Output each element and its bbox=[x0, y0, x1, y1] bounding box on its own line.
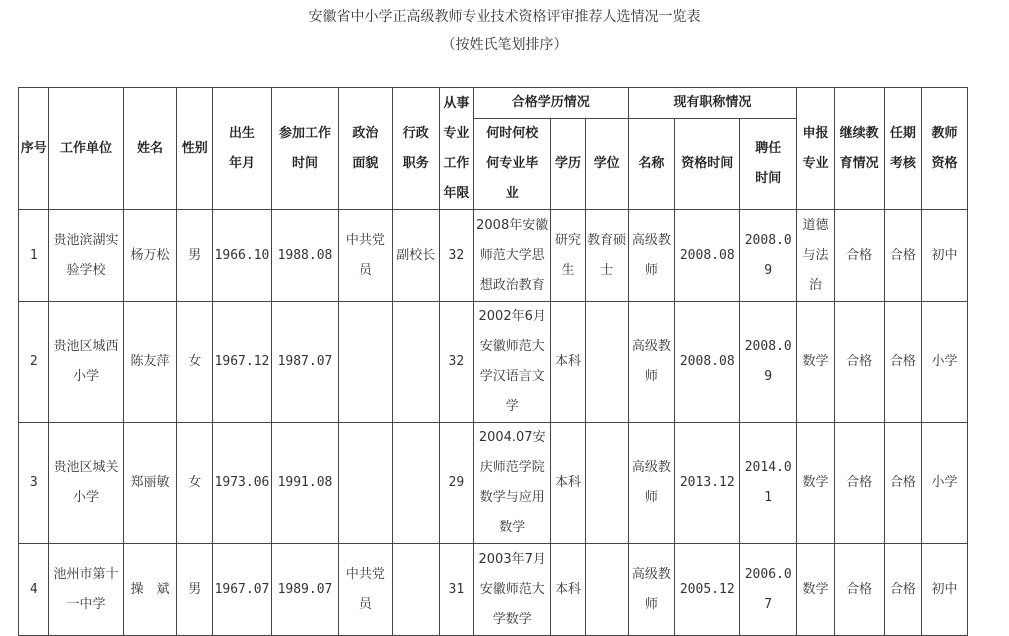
header-years: 从事专业工作年限 bbox=[439, 88, 474, 210]
cell-unit: 贵池区城西小学 bbox=[49, 302, 123, 423]
cell-title-name: 高级教师 bbox=[628, 544, 675, 636]
header-edu-when: 何时何校何专业毕业 bbox=[474, 119, 551, 210]
cell-birth: 1967.12 bbox=[213, 302, 272, 423]
cell-gender: 男 bbox=[177, 544, 213, 636]
cell-edu-when: 2004.07安庆师范学院数学与应用数学 bbox=[474, 423, 551, 544]
header-name: 姓名 bbox=[123, 88, 177, 210]
cell-work-start: 1987.07 bbox=[271, 302, 338, 423]
cell-political: 中共党员 bbox=[338, 210, 392, 302]
header-gender: 性别 bbox=[177, 88, 213, 210]
cell-political bbox=[338, 302, 392, 423]
cell-gender: 女 bbox=[177, 423, 213, 544]
cell-cont-edu: 合格 bbox=[834, 302, 884, 423]
header-title-hire: 聘任时间 bbox=[740, 119, 797, 210]
table-row bbox=[19, 210, 968, 302]
cell-political: 中共党员 bbox=[338, 544, 392, 636]
cell-edu-level: 本科 bbox=[551, 544, 586, 636]
cell-assessment: 合格 bbox=[884, 544, 922, 636]
cell-work-start: 1989.07 bbox=[271, 544, 338, 636]
cell-admin-post bbox=[392, 302, 439, 423]
page-title: 安徽省中小学正高级教师专业技术资格评审推荐人选情况一览表 bbox=[308, 9, 701, 25]
cell-name: 陈友萍 bbox=[123, 302, 177, 423]
cell-assessment: 合格 bbox=[884, 210, 922, 302]
cell-admin-post: 副校长 bbox=[392, 210, 439, 302]
cell-subject: 数学 bbox=[797, 423, 835, 544]
header-work-start: 参加工作时间 bbox=[271, 88, 338, 210]
cell-birth: 1967.07 bbox=[213, 544, 272, 636]
cell-title-time: 2008.08 bbox=[675, 210, 740, 302]
cell-teacher-cert: 小学 bbox=[922, 302, 968, 423]
cell-gender: 女 bbox=[177, 302, 213, 423]
cell-title-hire: 2014.01 bbox=[740, 423, 797, 544]
cell-title-hire: 2006.07 bbox=[740, 544, 797, 636]
header-title-group: 现有职称情况 bbox=[628, 88, 797, 119]
header-edu-group: 合格学历情况 bbox=[474, 88, 628, 119]
page-subtitle: （按姓氏笔划排序） bbox=[441, 37, 568, 53]
cell-cont-edu: 合格 bbox=[834, 423, 884, 544]
cell-title-hire: 2008.09 bbox=[740, 302, 797, 423]
cell-years: 31 bbox=[439, 544, 474, 636]
cell-edu-degree: 教育硕士 bbox=[585, 210, 628, 302]
cell-birth: 1973.06 bbox=[213, 423, 272, 544]
header-birth: 出生年月 bbox=[213, 88, 272, 210]
header-unit: 工作单位 bbox=[49, 88, 123, 210]
cell-subject: 数学 bbox=[797, 302, 835, 423]
cell-assessment: 合格 bbox=[884, 423, 922, 544]
header-cont-edu: 继续教育情况 bbox=[834, 88, 884, 210]
cell-cont-edu: 合格 bbox=[834, 544, 884, 636]
cell-title-name: 高级教师 bbox=[628, 210, 675, 302]
cell-subject: 数学 bbox=[797, 544, 835, 636]
cell-edu-degree bbox=[585, 423, 628, 544]
table-row bbox=[19, 423, 968, 544]
header-title-time: 资格时间 bbox=[675, 119, 740, 210]
cell-teacher-cert: 小学 bbox=[922, 423, 968, 544]
cell-cont-edu: 合格 bbox=[834, 210, 884, 302]
cell-edu-level: 本科 bbox=[551, 423, 586, 544]
candidates-table bbox=[18, 87, 968, 636]
cell-years: 32 bbox=[439, 210, 474, 302]
cell-work-start: 1991.08 bbox=[271, 423, 338, 544]
cell-edu-when: 2002年6月安徽师范大学汉语言文学 bbox=[474, 302, 551, 423]
cell-birth: 1966.10 bbox=[213, 210, 272, 302]
cell-name: 郑丽敏 bbox=[123, 423, 177, 544]
cell-teacher-cert: 初中 bbox=[922, 544, 968, 636]
cell-subject: 道德与法治 bbox=[797, 210, 835, 302]
cell-teacher-cert: 初中 bbox=[922, 210, 968, 302]
cell-edu-level: 研究生 bbox=[551, 210, 586, 302]
header-assessment: 任期考核 bbox=[884, 88, 922, 210]
header-title-name: 名称 bbox=[628, 119, 675, 210]
cell-work-start: 1988.08 bbox=[271, 210, 338, 302]
cell-unit: 贵池滨湖实验学校 bbox=[49, 210, 123, 302]
header-seq: 序号 bbox=[19, 88, 49, 210]
cell-name: 操 斌 bbox=[123, 544, 177, 636]
cell-title-name: 高级教师 bbox=[628, 302, 675, 423]
cell-years: 32 bbox=[439, 302, 474, 423]
header-edu-degree: 学位 bbox=[585, 119, 628, 210]
cell-edu-degree bbox=[585, 302, 628, 423]
cell-name: 杨万松 bbox=[123, 210, 177, 302]
header-admin-post: 行政职务 bbox=[392, 88, 439, 210]
cell-unit: 池州市第十一中学 bbox=[49, 544, 123, 636]
cell-edu-level: 本科 bbox=[551, 302, 586, 423]
cell-edu-when: 2008年安徽师范大学思想政治教育 bbox=[474, 210, 551, 302]
header-teacher-cert: 教师资格 bbox=[922, 88, 968, 210]
cell-seq: 1 bbox=[19, 210, 49, 302]
cell-seq: 2 bbox=[19, 302, 49, 423]
cell-years: 29 bbox=[439, 423, 474, 544]
cell-title-time: 2005.12 bbox=[675, 544, 740, 636]
cell-unit: 贵池区城关小学 bbox=[49, 423, 123, 544]
header-edu-level: 学历 bbox=[551, 119, 586, 210]
cell-edu-when: 2003年7月安徽师范大学数学 bbox=[474, 544, 551, 636]
cell-title-hire: 2008.09 bbox=[740, 210, 797, 302]
cell-edu-degree bbox=[585, 544, 628, 636]
header-subject: 申报专业 bbox=[797, 88, 835, 210]
cell-title-name: 高级教师 bbox=[628, 423, 675, 544]
cell-title-time: 2013.12 bbox=[675, 423, 740, 544]
cell-admin-post bbox=[392, 544, 439, 636]
header-political: 政治面貌 bbox=[338, 88, 392, 210]
cell-political bbox=[338, 423, 392, 544]
table-row bbox=[19, 544, 968, 636]
table-row bbox=[19, 302, 968, 423]
cell-title-time: 2008.08 bbox=[675, 302, 740, 423]
cell-admin-post bbox=[392, 423, 439, 544]
cell-seq: 3 bbox=[19, 423, 49, 544]
cell-gender: 男 bbox=[177, 210, 213, 302]
cell-assessment: 合格 bbox=[884, 302, 922, 423]
cell-seq: 4 bbox=[19, 544, 49, 636]
